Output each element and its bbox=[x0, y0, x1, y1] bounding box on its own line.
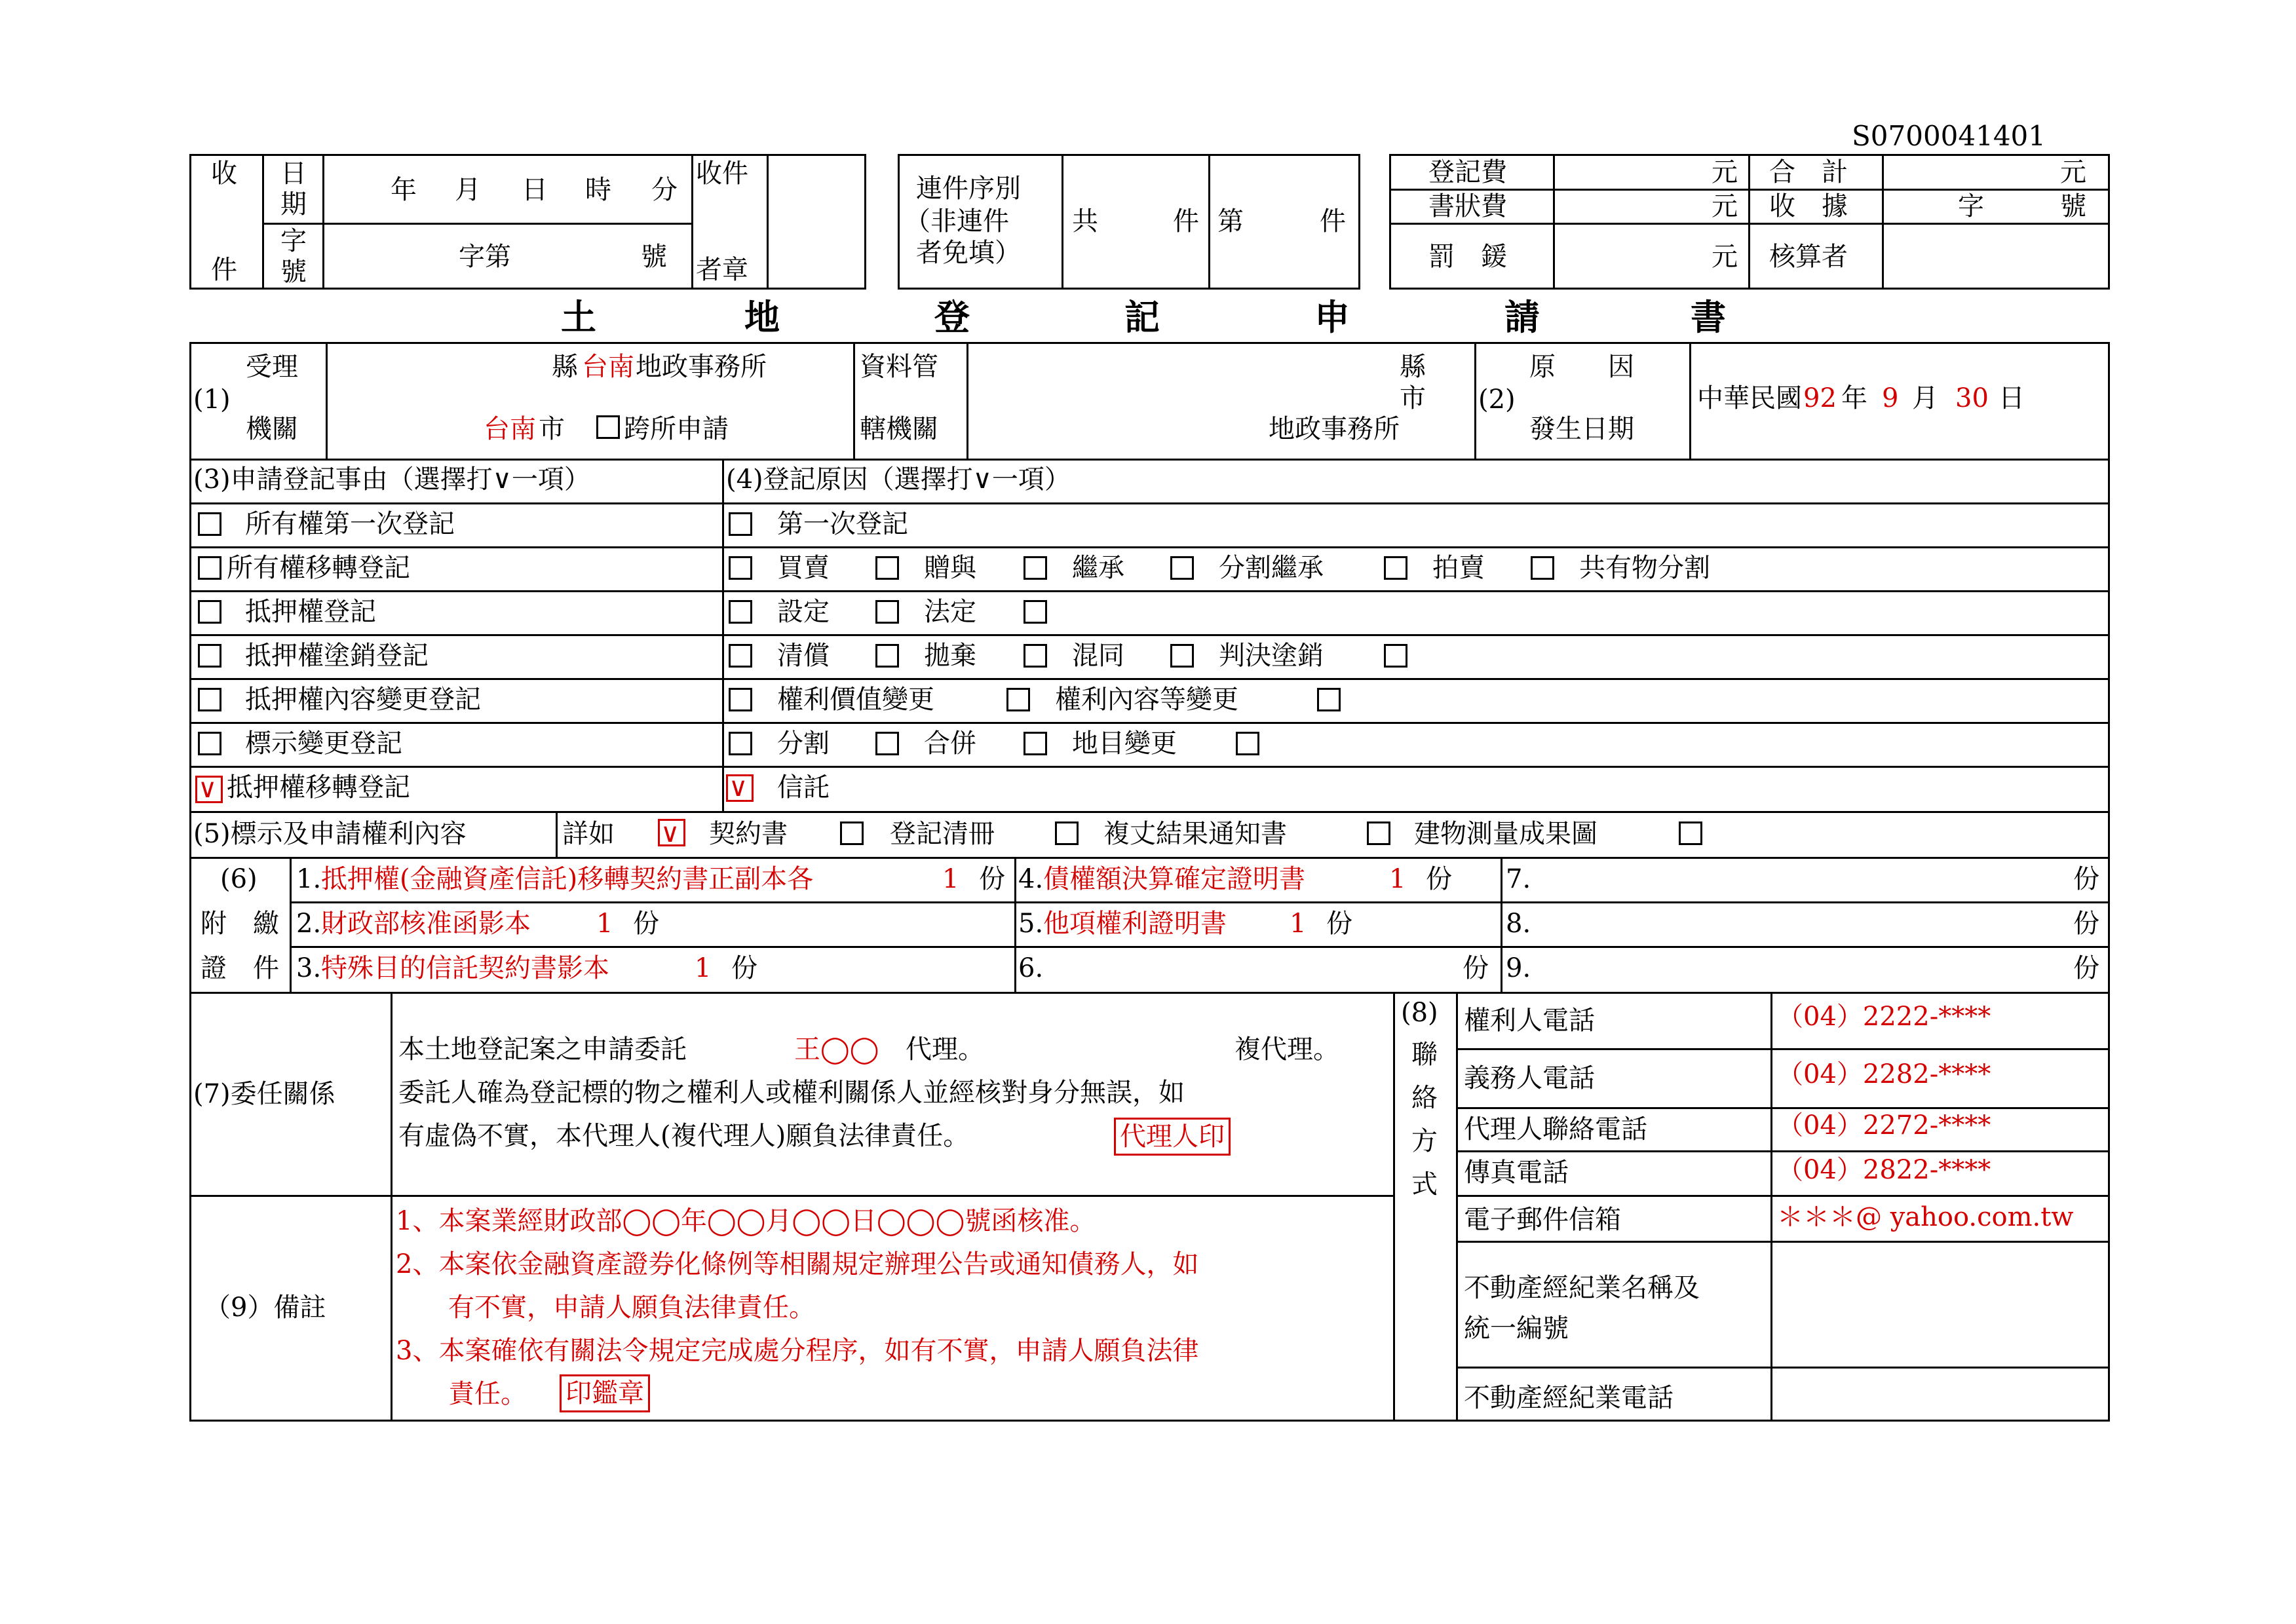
serial-total-2: 件 bbox=[1173, 206, 1199, 236]
serial-label-2: （非連件 bbox=[904, 206, 1009, 236]
word-zi-unit: 字第 bbox=[459, 242, 511, 272]
s4-split: 分割 bbox=[777, 728, 830, 759]
word-label-1: 字 bbox=[280, 226, 307, 256]
s4-combine: 合併 bbox=[924, 728, 976, 759]
contact-value-0: （04）2222-**** bbox=[1777, 1002, 1991, 1032]
s4-checkbox-row5-other[interactable] bbox=[1317, 688, 1341, 711]
total-unit: 元 bbox=[2060, 157, 2086, 187]
attach-9-no: 9. bbox=[1506, 953, 1531, 983]
s3-item-5: 標示變更登記 bbox=[245, 728, 402, 759]
cross-office-checkbox[interactable] bbox=[596, 415, 620, 439]
note-2a: 2、本案依金融資產證券化條例等相關規定辦理公告或通知債務人，如 bbox=[396, 1249, 1199, 1279]
section8-num: (8) bbox=[1401, 998, 1438, 1028]
section7-line1-a: 本土地登記案之申請委託 bbox=[398, 1034, 687, 1065]
s4-checkbox-first[interactable] bbox=[729, 512, 752, 536]
s4-checkbox-content-change[interactable] bbox=[1006, 688, 1030, 711]
county-unit: 縣 bbox=[552, 352, 578, 382]
office-suffix: 地政事務所 bbox=[636, 352, 767, 382]
s4-checkbox-repay[interactable] bbox=[729, 644, 752, 668]
reg-fee-label: 登記費 bbox=[1428, 157, 1507, 187]
date-day: 30 bbox=[1955, 383, 1989, 413]
broker-label-2: 統一編號 bbox=[1464, 1313, 1569, 1344]
receipt-hao: 號 bbox=[2060, 191, 2086, 221]
stamp-label-2: 者章 bbox=[696, 255, 748, 285]
s4-establish: 設定 bbox=[777, 597, 830, 627]
s3-checkbox-5[interactable] bbox=[198, 732, 221, 755]
s5-building-survey: 建物測量成果圖 bbox=[1414, 819, 1598, 849]
note-1: 1、本案業經財政部◯◯年◯◯月◯◯日◯◯◯號函核准。 bbox=[396, 1206, 1096, 1236]
date-day-label: 日 bbox=[1999, 383, 2025, 413]
section2-label-2: 發生日期 bbox=[1529, 414, 1634, 444]
attach-5-count: 1 bbox=[1290, 909, 1307, 939]
section5-detail: 詳如 bbox=[562, 819, 615, 849]
section8-char-1: 絡 bbox=[1411, 1083, 1438, 1113]
s4-checkbox-split[interactable] bbox=[729, 732, 752, 755]
section6-label-2: 證 件 bbox=[201, 953, 279, 983]
s3-checkbox-3[interactable] bbox=[198, 644, 221, 668]
s4-checkbox-row4-other[interactable] bbox=[1384, 644, 1407, 668]
s4-trust: 信託 bbox=[777, 772, 830, 803]
attach-1-count: 1 bbox=[942, 864, 959, 894]
cross-office-label: 跨所申請 bbox=[624, 414, 729, 444]
attach-7-no: 7. bbox=[1506, 864, 1531, 894]
receipt-label-shou: 收 bbox=[211, 159, 237, 189]
attach-2-unit: 份 bbox=[633, 909, 659, 939]
attach-2-no: 2. bbox=[296, 909, 322, 939]
attach-9-unit: 份 bbox=[2073, 953, 2099, 983]
form-code: S0700041401 bbox=[1852, 120, 2046, 152]
s4-checkbox-value-change[interactable] bbox=[729, 688, 752, 711]
receipt-label-jian: 件 bbox=[211, 255, 237, 285]
attach-5-unit: 份 bbox=[1326, 909, 1352, 939]
section7-line1-b: 代理。 bbox=[906, 1034, 984, 1065]
attach-1-text: 抵押權(金融資產信託)移轉契約書正副本各 bbox=[321, 864, 814, 894]
attach-5-text: 他項權利證明書 bbox=[1043, 909, 1227, 939]
s5-checkbox-survey-notice[interactable] bbox=[1055, 821, 1079, 845]
title-char-4: 申 bbox=[1314, 296, 1350, 338]
attach-3-count: 1 bbox=[695, 953, 712, 983]
penalty-unit: 元 bbox=[1712, 242, 1738, 272]
section8-char-2: 方 bbox=[1411, 1126, 1438, 1156]
auditor-label: 核算者 bbox=[1769, 242, 1848, 272]
agent-seal: 代理人印 bbox=[1114, 1118, 1231, 1156]
date-prefix: 中華民國 bbox=[1697, 383, 1802, 413]
s5-contract-checkmark: ∨ bbox=[660, 818, 680, 848]
attach-3-unit: 份 bbox=[731, 953, 757, 983]
attach-6-unit: 份 bbox=[1463, 953, 1489, 983]
s4-checkbox-establish[interactable] bbox=[729, 600, 752, 624]
serial-label-1: 連件序別 bbox=[916, 174, 1021, 204]
date-label-2: 期 bbox=[280, 189, 307, 219]
serial-num-2: 件 bbox=[1320, 206, 1346, 236]
attach-8-no: 8. bbox=[1506, 909, 1531, 939]
contact-value-4: ＊＊＊@ yahoo.com.tw bbox=[1777, 1202, 2074, 1232]
mgmt-city: 市 bbox=[1400, 383, 1426, 413]
s5-checkbox-building-survey[interactable] bbox=[1367, 821, 1390, 845]
attach-2-count: 1 bbox=[596, 909, 613, 939]
s4-trust-checkmark: ∨ bbox=[729, 772, 748, 803]
section6-num: (6) bbox=[220, 864, 258, 894]
date-year-unit: 年 bbox=[391, 175, 417, 205]
title-char-6: 書 bbox=[1691, 296, 1726, 338]
county-value: 台南 bbox=[582, 352, 634, 382]
contact-value-2: （04）2272-**** bbox=[1777, 1110, 1991, 1141]
s4-checkbox-abandon[interactable] bbox=[875, 644, 899, 668]
s3-item-3: 抵押權塗銷登記 bbox=[245, 641, 429, 671]
section2-num: (2) bbox=[1478, 385, 1516, 415]
s4-checkbox-split-inherit[interactable] bbox=[1170, 556, 1194, 580]
s3-checkmark: ∨ bbox=[198, 774, 218, 804]
broker-label-1: 不動產經紀業名稱及 bbox=[1464, 1273, 1700, 1303]
title-char-0: 土 bbox=[561, 296, 596, 338]
serial-label-3: 者免填） bbox=[916, 238, 1021, 268]
s4-checkbox-merge[interactable] bbox=[1024, 644, 1047, 668]
serial-total-1: 共 bbox=[1072, 206, 1098, 236]
s3-checkbox-2[interactable] bbox=[198, 600, 221, 624]
s5-survey-notice: 複丈結果通知書 bbox=[1103, 819, 1287, 849]
s3-item-6: 抵押權移轉登記 bbox=[227, 772, 410, 803]
section7-line3: 有虛偽不實，本代理人(複代理人)願負法律責任。 bbox=[398, 1121, 970, 1151]
attach-1-unit: 份 bbox=[979, 864, 1005, 894]
contact-label-4: 電子郵件信箱 bbox=[1464, 1205, 1621, 1235]
attach-4-text: 債權額決算確定證明書 bbox=[1043, 864, 1305, 894]
broker-phone-label: 不動產經紀業電話 bbox=[1464, 1383, 1674, 1413]
section9-label: （9）備註 bbox=[204, 1293, 326, 1323]
section7-line1-c: 複代理。 bbox=[1234, 1034, 1339, 1065]
s5-register-list: 登記清冊 bbox=[890, 819, 995, 849]
mgmt-office: 地政事務所 bbox=[1269, 414, 1400, 444]
s4-inherit: 繼承 bbox=[1072, 553, 1124, 583]
section2-label-1: 原 因 bbox=[1529, 352, 1634, 382]
word-hao-unit: 號 bbox=[641, 242, 667, 272]
mgmt-county: 縣 bbox=[1400, 352, 1426, 382]
section1-num: (1) bbox=[193, 385, 231, 415]
title-char-3: 記 bbox=[1124, 296, 1160, 338]
word-label-2: 號 bbox=[280, 257, 307, 287]
contact-label-3: 傳真電話 bbox=[1464, 1158, 1569, 1188]
s4-repay: 清償 bbox=[777, 641, 830, 671]
date-month-unit: 月 bbox=[455, 175, 481, 205]
s4-auction: 拍賣 bbox=[1432, 553, 1485, 583]
date-month: 9 bbox=[1882, 383, 1899, 413]
s4-legal: 法定 bbox=[924, 597, 976, 627]
attach-4-no: 4. bbox=[1018, 864, 1044, 894]
section8-char-0: 聯 bbox=[1411, 1040, 1438, 1070]
section7-line2: 委託人確為登記標的物之權利人或權利關係人並經核對身分無誤，如 bbox=[398, 1078, 1185, 1108]
s3-item-2: 抵押權登記 bbox=[245, 597, 376, 627]
s3-checkbox-4[interactable] bbox=[198, 688, 221, 711]
attach-1-no: 1. bbox=[296, 864, 322, 894]
section7-agent-name: 王◯◯ bbox=[794, 1034, 879, 1065]
s4-split-inherit: 分割繼承 bbox=[1219, 553, 1324, 583]
s4-checkbox-land-use[interactable] bbox=[1024, 732, 1047, 755]
s4-gift: 贈與 bbox=[924, 553, 976, 583]
section8-char-3: 式 bbox=[1411, 1169, 1438, 1199]
section7-label: (7)委任關係 bbox=[193, 1079, 335, 1109]
s4-checkbox-gift[interactable] bbox=[875, 556, 899, 580]
s3-item-1: 所有權移轉登記 bbox=[227, 553, 410, 583]
mgmt-label-2: 轄機關 bbox=[860, 414, 938, 444]
receipt-label: 收 據 bbox=[1769, 191, 1848, 221]
attach-3-no: 3. bbox=[296, 953, 322, 983]
s4-merge: 混同 bbox=[1072, 641, 1124, 671]
s3-checkbox-1[interactable] bbox=[198, 556, 221, 580]
attach-7-unit: 份 bbox=[2073, 864, 2099, 894]
date-day-unit: 日 bbox=[522, 175, 548, 205]
seal-stamp: 印鑑章 bbox=[560, 1374, 650, 1412]
s4-content-change: 權利內容等變更 bbox=[1055, 685, 1238, 715]
attach-6-no: 6. bbox=[1018, 953, 1044, 983]
section3-header: (3)申請登記事由（選擇打∨一項） bbox=[193, 464, 590, 495]
s5-checkbox-other[interactable] bbox=[1679, 821, 1702, 845]
date-year-label: 年 bbox=[1841, 383, 1867, 413]
s4-checkbox-combine[interactable] bbox=[875, 732, 899, 755]
s4-land-use: 地目變更 bbox=[1072, 728, 1177, 759]
s4-checkbox-judgment[interactable] bbox=[1170, 644, 1194, 668]
attach-4-count: 1 bbox=[1389, 864, 1406, 894]
s4-checkbox-row6-other[interactable] bbox=[1236, 732, 1259, 755]
s4-judgment: 判決塗銷 bbox=[1219, 641, 1324, 671]
section1-label-1: 受理 bbox=[246, 352, 298, 382]
s4-value-change: 權利價值變更 bbox=[777, 685, 934, 715]
contact-label-2: 代理人聯絡電話 bbox=[1464, 1114, 1647, 1144]
doc-fee-unit: 元 bbox=[1712, 191, 1738, 221]
reg-fee-unit: 元 bbox=[1712, 157, 1738, 187]
s4-checkbox-row3-other[interactable] bbox=[1024, 600, 1047, 624]
contact-value-1: （04）2282-**** bbox=[1777, 1059, 1991, 1089]
receipt-zi: 字 bbox=[1958, 191, 1984, 221]
section1-label-2: 機關 bbox=[246, 414, 298, 444]
attach-2-text: 財政部核准函影本 bbox=[321, 909, 531, 939]
penalty-label: 罰 鍰 bbox=[1428, 242, 1507, 272]
s3-checkbox-0[interactable] bbox=[198, 512, 221, 536]
s4-checkbox-partition[interactable] bbox=[1531, 556, 1554, 580]
s4-checkbox-sale[interactable] bbox=[729, 556, 752, 580]
attach-3-text: 特殊目的信託契約書影本 bbox=[321, 953, 609, 983]
title-char-5: 請 bbox=[1504, 296, 1540, 338]
city-unit: 市 bbox=[539, 414, 565, 444]
stamp-label-1: 收件 bbox=[696, 159, 748, 189]
s4-abandon: 拋棄 bbox=[924, 641, 976, 671]
attach-4-unit: 份 bbox=[1426, 864, 1452, 894]
section4-header: (4)登記原因（選擇打∨一項） bbox=[726, 464, 1071, 495]
s3-item-4: 抵押權內容變更登記 bbox=[245, 685, 481, 715]
s4-checkbox-inherit[interactable] bbox=[1024, 556, 1047, 580]
city-value: 台南 bbox=[484, 414, 536, 444]
s4-first-registration: 第一次登記 bbox=[777, 509, 908, 539]
s5-contract: 契約書 bbox=[709, 819, 788, 849]
serial-num-1: 第 bbox=[1217, 206, 1244, 236]
mgmt-label-1: 資料管 bbox=[860, 352, 938, 382]
s5-checkbox-register-list[interactable] bbox=[840, 821, 864, 845]
contact-label-0: 權利人電話 bbox=[1464, 1006, 1595, 1036]
note-2b: 有不實，申請人願負法律責任。 bbox=[448, 1293, 815, 1323]
note-3b: 責任。 bbox=[448, 1379, 527, 1409]
section5-header: (5)標示及申請權利內容 bbox=[193, 819, 467, 849]
date-label-1: 日 bbox=[280, 159, 307, 189]
contact-value-3: （04）2822-**** bbox=[1777, 1155, 1991, 1185]
title-char-2: 登 bbox=[934, 296, 970, 338]
s4-partition: 共有物分割 bbox=[1579, 553, 1710, 583]
doc-fee-label: 書狀費 bbox=[1428, 191, 1507, 221]
date-month-label: 月 bbox=[1912, 383, 1938, 413]
attach-8-unit: 份 bbox=[2073, 909, 2099, 939]
attach-5-no: 5. bbox=[1018, 909, 1044, 939]
s4-checkbox-legal[interactable] bbox=[875, 600, 899, 624]
date-minute-unit: 分 bbox=[651, 175, 678, 205]
contact-label-1: 義務人電話 bbox=[1464, 1063, 1595, 1093]
total-label: 合 計 bbox=[1769, 157, 1848, 187]
s3-item-0: 所有權第一次登記 bbox=[245, 509, 455, 539]
date-hour-unit: 時 bbox=[585, 175, 611, 205]
title-char-1: 地 bbox=[744, 296, 780, 338]
s4-sale: 買賣 bbox=[777, 553, 830, 583]
s4-checkbox-auction[interactable] bbox=[1384, 556, 1407, 580]
date-year: 92 bbox=[1803, 383, 1837, 413]
note-3a: 3、本案確依有關法令規定完成處分程序，如有不實，申請人願負法律 bbox=[396, 1336, 1199, 1366]
section6-label-1: 附 繳 bbox=[201, 909, 279, 939]
